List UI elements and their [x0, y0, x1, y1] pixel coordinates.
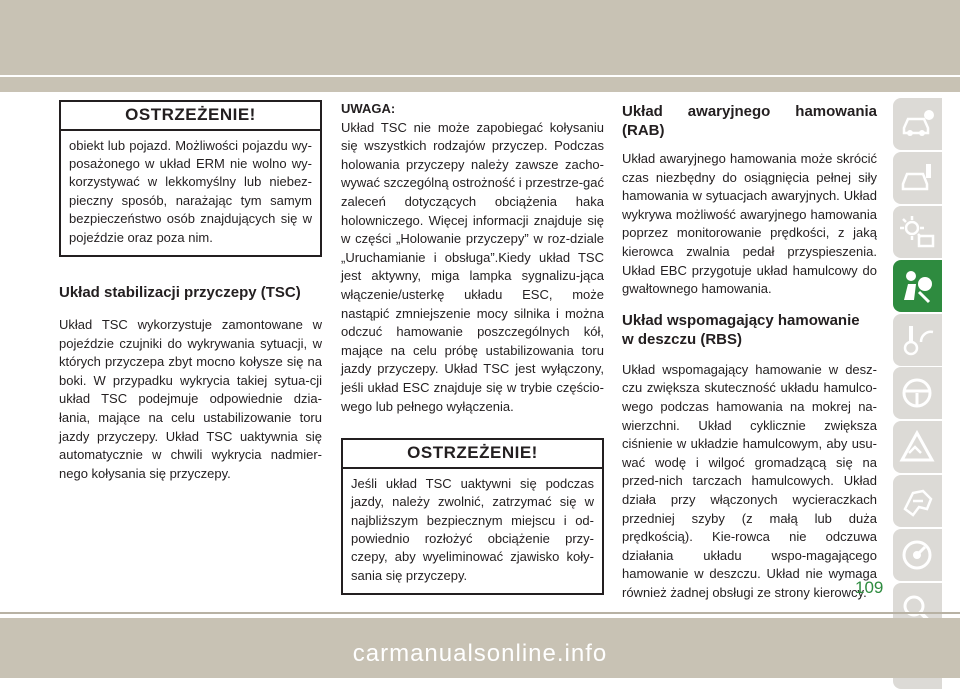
warning-title: OSTRZEŻENIE!: [343, 440, 602, 469]
bottom-divider: [0, 612, 960, 614]
section-heading-rbs: [622, 311, 877, 349]
starting-driving-icon[interactable]: [893, 314, 942, 366]
section-body-rab: Układ awaryjnego hamowania może skrócić czas niezbędny do osiągnięcia pełnej siły hamowania w sytuacjach awaryjnych. Układ wykrywa możliwość awaryjnego hamowania poprzez monitorowanie prędkości, z jaką kierowca zwalnia pedał przyspieszenia. Układ EBC przygotuje układ hamulcowy do gwałtownego hamowania.: [622, 151, 877, 297]
column-left: [59, 100, 322, 483]
column-middle: [341, 100, 604, 595]
safety-airbag-icon[interactable]: [893, 260, 942, 312]
top-band: [0, 0, 960, 92]
watermark: carmanualsonline.info: [352, 640, 608, 667]
column-right: [622, 100, 877, 602]
maintenance-icon[interactable]: [893, 475, 942, 527]
heading-line-1: Układ wspomagający hamowanie: [622, 311, 860, 329]
section-body-tsc: Układ TSC wykorzystuje zamontowane w pojeździe czujniki do wykrywania sytuacji, w których przyczepa zbyt mocno kołysze się na boki. W przypadku wykrycia takiej sytua-cji układ TSC podejmuje odpowiednie dzia-łania, mające na celu ustabilizowanie toru jazdy przyczepy. Układ TSC uaktywnia się automatycznie w chwili wykrycia nadmier-nego kołysania się przyczepy.: [59, 317, 322, 481]
page-number: 109: [855, 578, 884, 597]
note-body: Układ TSC nie może zapobiegać kołysaniu się wszystkich rodzajów przyczep. Podczas holowania przyczepy należy zawsze zacho-wywać szczególną ostrożność i przestrze-gać zaleceń dotyczących obciążenia haka holowniczego. Więcej informacji znajduje się w części „Holowanie przyczepy” w roz-dziale „Uruchamianie i obsługa”.Kiedy układ TSC jest aktywny, miga lampka sygnalizu-jąca włączenie/usterkę układu ESC, może nastąpić zmniejszenie mocy silnika i można odczuć hamowanie poszczególnych kół, mające na celu próbę ustabilizowania toru jazdy przyczepy. Układ TSC jest wyłączony, jeśli układ ESC znajduje się w trybie częścio-wego lub pełnego wyłączenia.: [341, 119, 604, 414]
gauges-icon[interactable]: [893, 529, 942, 581]
section-body-rbs: Układ wspomagający hamowanie w desz-czu zwiększa skuteczność układu hamulco-wego podczas hamowania na mokrej na-wierzchni. Układ cyklicznie zwiększa ciśnienie w układzie hamulcowym, aby usu-wać wodę i wilgoć gromadzącą się na przed-nich tarczach hamulcowych. Układ działa przy włączonych wycieraczkach przedniej szyby (z małą lub duża prędkością). Kie-rowca nie odczuwa działania układu wspo-magającego hamowanie w deszczu. Układ nie wymaga również żadnej obsługi ze strony kierowcy.: [622, 361, 877, 600]
heading-line-2: w deszczu (RBS): [622, 330, 743, 348]
steering-wheel-icon[interactable]: [893, 367, 942, 419]
warning-box-2: [341, 438, 604, 595]
warning-box-1: [59, 100, 322, 257]
roadside-warning-icon[interactable]: [893, 421, 942, 473]
warning-title: OSTRZEŻENIE!: [61, 102, 320, 131]
section-heading-rab: Układ awaryjnego hamowania (RAB): [622, 103, 877, 139]
car-info-icon[interactable]: [893, 98, 942, 150]
warning-body: Jeśli układ TSC uaktywni się podczas jazdy, należy zwolnić, zatrzymać się w najbliższym bezpiecznym miejscu i od-powiednio rozłożyć obciążenie przy-czepy, aby wyeliminować zjawisko koły-sania się przyczepy.: [351, 475, 594, 583]
top-divider: [0, 75, 960, 77]
section-heading-tsc: Układ stabilizacji przyczepy (TSC): [59, 284, 301, 302]
note-label: UWAGA:: [341, 101, 396, 116]
car-dashboard-icon[interactable]: [893, 152, 942, 204]
warning-body: obiekt lub pojazd. Możliwości pojazdu wy-posażonego w układ ERM nie wolno wy-korzystywać w lekkomyślny lub niebez-pieczny sposób, narażając tym samym bezpieczeństwo osób znajdujących się w pojeździe oraz poza nim.: [69, 137, 312, 245]
chapter-tabs: [893, 98, 942, 691]
warning-lights-icon[interactable]: [893, 206, 942, 258]
